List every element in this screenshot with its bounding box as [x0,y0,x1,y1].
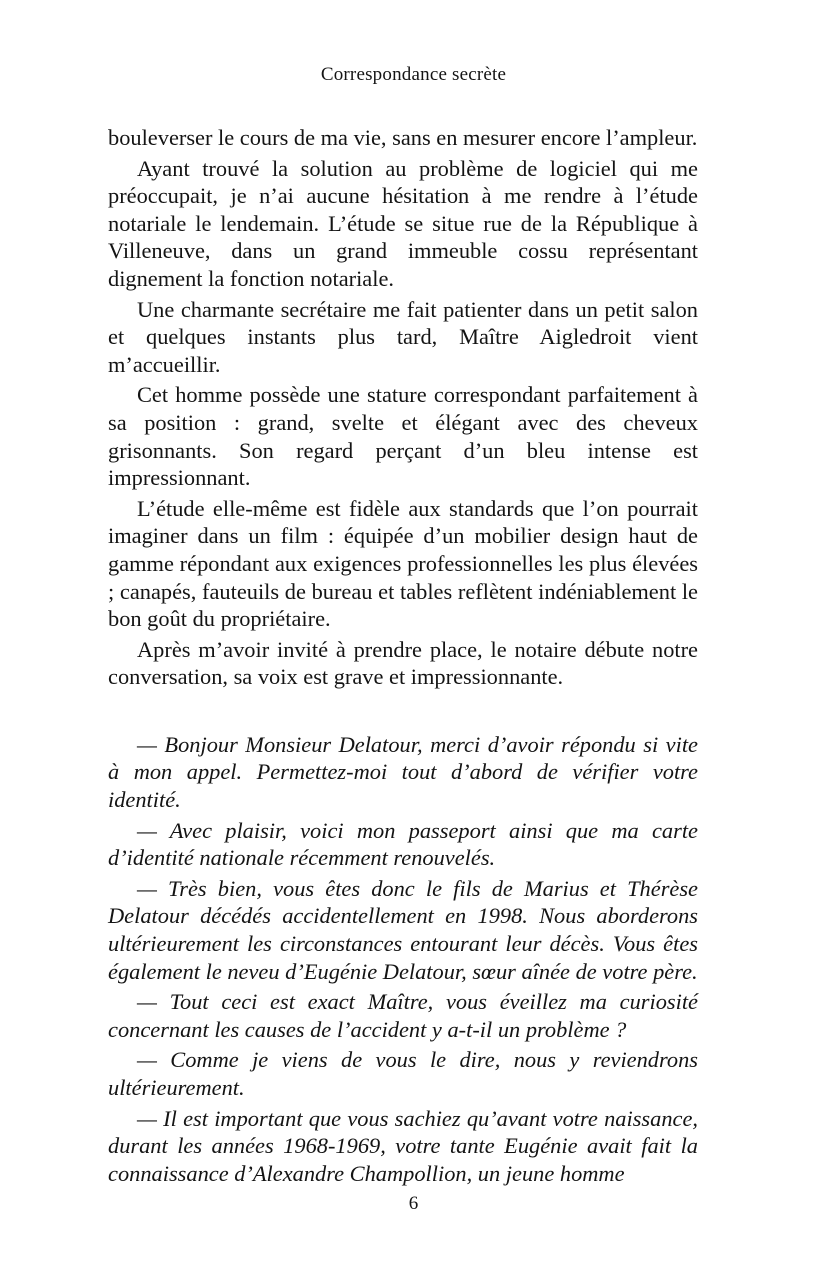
dialogue-line: — Bonjour Monsieur Delatour, merci d’avoir répondu si vite à mon appel. Permettez-moi tout d’abord de vérifier votre identité. [108,731,698,813]
paragraph: Cet homme possède une stature correspondant parfaitement à sa position : grand, svelte et élégant avec des cheveux grisonnants. Son regard perçant d’un bleu intense est impressionnant. [108,382,698,491]
paragraph: Ayant trouvé la solution au problème de logiciel qui me préoccupait, je n’ai aucune hésitation à me rendre à l’étude notariale le lendemain. L’étude se situe rue de la République à Villeneuve, dans un grand immeuble cossu représentant dignement la fonction notariale. [108,155,698,291]
dialogue-line: — Très bien, vous êtes donc le fils de Marius et Thérèse Delatour décédés accidentellement en 1998. Nous aborderons ultérieurement les circonstances entourant leur décès. Vous êtes également le neveu d’Eugénie Delatour, sœur aînée de votre père. [108,875,698,984]
page-number: 6 [408,1193,419,1214]
dialogue-line: — Tout ceci est exact Maître, vous éveillez ma curiosité concernant les causes de l’accident y a-t-il un problème ? [108,989,698,1042]
dialogue-line: — Avec plaisir, voici mon passeport ainsi que ma carte d’identité nationale récemment renouvelés. [108,817,698,871]
paragraph-continuation: bouleverser le cours de ma vie, sans en mesurer encore l’ampleur. [108,125,698,150]
dialogue-line: — Il est important que vous sachiez qu’avant votre naissance, durant les années 1968-1969, votre tante Eugénie avait fait la connaissance d’Alexandre Champollion, un jeune homme [108,1105,698,1186]
running-title: Correspondance secrète [320,64,507,85]
paragraph: Après m’avoir invité à prendre place, le notaire débute notre conversation, sa voix est grave et impressionnante. [108,636,698,690]
section-break [108,691,698,731]
paragraph: L’étude elle-même est fidèle aux standards que l’on pourrait imaginer dans un film : équipée d’un mobilier design haut de gamme répondant aux exigences professionnelles les plus élevées ; canapés, fauteuils de bureau et tables reflètent indéniablement le bon goût du propriétaire. [108,495,698,632]
page-body [108,124,698,1187]
dialogue-line: — Comme je viens de vous le dire, nous y reviendrons ultérieurement. [108,1047,698,1100]
paragraph: Une charmante secrétaire me fait patienter dans un petit salon et quelques instants plus tard, Maître Aigledroit vient m’accueillir. [108,296,698,377]
